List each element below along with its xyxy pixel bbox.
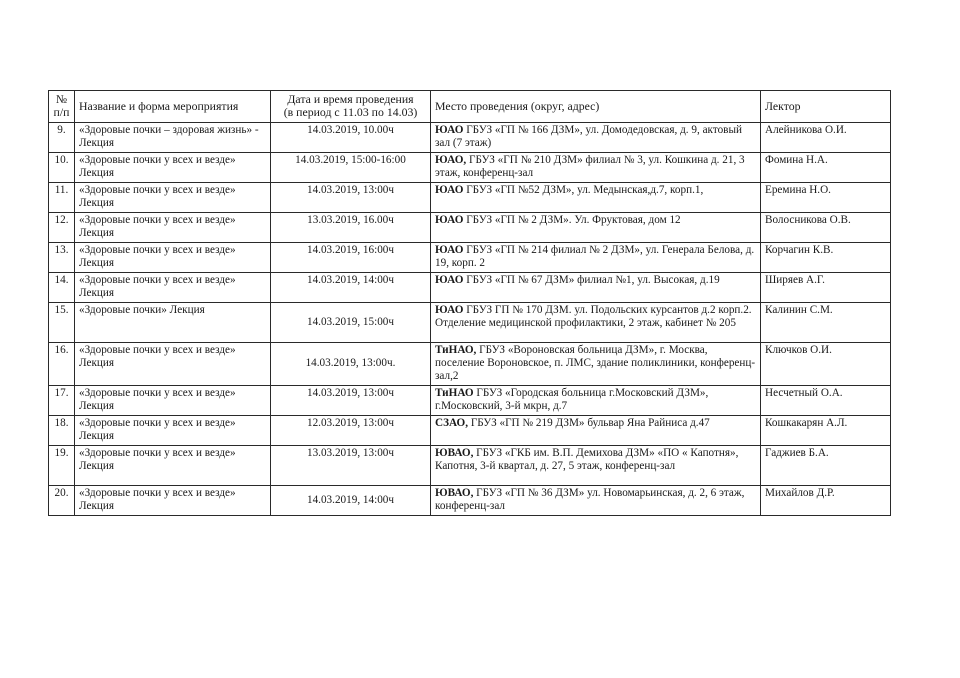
event-address: ГБУЗ «ГП № 36 ДЗМ» ул. Новомарьинская, д. 2, 6 этаж, конференц-зал bbox=[435, 487, 745, 512]
row-number: 19. bbox=[49, 446, 75, 486]
table-row bbox=[49, 243, 891, 273]
table-row bbox=[49, 446, 891, 486]
row-number: 18. bbox=[49, 416, 75, 446]
event-place bbox=[431, 386, 761, 416]
event-place bbox=[431, 123, 761, 153]
event-address: ГБУЗ «ГКБ им. В.П. Демихова ДЗМ» «ПО « Капотня», Капотня, 3-й квартал, д. 27, 5 этаж, конференц-зал bbox=[435, 447, 739, 472]
table-row bbox=[49, 183, 891, 213]
event-lecturer: Фомина Н.А. bbox=[761, 153, 891, 183]
header-number bbox=[49, 91, 75, 123]
event-lecturer: Калинин С.М. bbox=[761, 303, 891, 343]
event-date: 14.03.2019, 13:00ч. bbox=[271, 343, 431, 386]
event-region: ЮВАО, bbox=[435, 487, 474, 499]
event-place bbox=[431, 213, 761, 243]
row-number: 14. bbox=[49, 273, 75, 303]
event-lecturer: Еремина Н.О. bbox=[761, 183, 891, 213]
event-date: 14.03.2019, 13:00ч bbox=[271, 183, 431, 213]
header-name: Название и форма мероприятия bbox=[75, 91, 271, 123]
event-name: «Здоровые почки – здоровая жизнь» - Лекция bbox=[75, 123, 271, 153]
row-number: 17. bbox=[49, 386, 75, 416]
table-row bbox=[49, 123, 891, 153]
row-number: 13. bbox=[49, 243, 75, 273]
event-place bbox=[431, 416, 761, 446]
event-address: ГБУЗ «ГП № 2 ДЗМ». Ул. Фруктовая, дом 12 bbox=[463, 214, 681, 226]
event-name: «Здоровые почки у всех и везде» Лекция bbox=[75, 386, 271, 416]
event-lecturer: Михайлов Д.Р. bbox=[761, 486, 891, 516]
event-place bbox=[431, 243, 761, 273]
event-date: 13.03.2019, 16.00ч bbox=[271, 213, 431, 243]
event-name: «Здоровые почки у всех и везде» Лекция bbox=[75, 416, 271, 446]
event-lecturer: Несчетный О.А. bbox=[761, 386, 891, 416]
event-place bbox=[431, 486, 761, 516]
event-place bbox=[431, 183, 761, 213]
event-place bbox=[431, 343, 761, 386]
table-row bbox=[49, 213, 891, 243]
row-number: 16. bbox=[49, 343, 75, 386]
event-date: 14.03.2019, 15:00ч bbox=[271, 303, 431, 343]
header-row bbox=[49, 91, 891, 123]
event-lecturer: Гаджиев Б.А. bbox=[761, 446, 891, 486]
event-address: ГБУЗ «Вороновская больница ДЗМ», г. Москва, поселение Вороновское, п. ЛМС, здание поликлиники, конференц-зал,2 bbox=[435, 344, 756, 382]
row-number: 10. bbox=[49, 153, 75, 183]
row-number: 11. bbox=[49, 183, 75, 213]
event-name: «Здоровые почки» Лекция bbox=[75, 303, 271, 343]
event-region: ЮАО, bbox=[435, 154, 467, 166]
event-address: ГБУЗ «ГП № 67 ДЗМ» филиал №1, ул. Высокая, д.19 bbox=[463, 274, 720, 286]
header-date-line1: Дата и время проведения bbox=[287, 92, 414, 106]
event-lecturer: Волосникова О.В. bbox=[761, 213, 891, 243]
event-lecturer: Корчагин К.В. bbox=[761, 243, 891, 273]
events-table bbox=[48, 90, 891, 516]
header-date bbox=[271, 91, 431, 123]
event-address: ГБУЗ ГП № 170 ДЗМ. ул. Подольских курсантов д.2 корп.2. Отделение медицинской профилактики, 2 этаж, кабинет № 205 bbox=[435, 304, 752, 329]
event-name: «Здоровые почки у всех и везде» Лекция bbox=[75, 183, 271, 213]
row-number: 20. bbox=[49, 486, 75, 516]
event-region: ЮАО bbox=[435, 244, 464, 256]
document-page bbox=[48, 90, 890, 516]
row-number: 15. bbox=[49, 303, 75, 343]
event-name: «Здоровые почки у всех и везде» Лекция bbox=[75, 213, 271, 243]
event-place bbox=[431, 446, 761, 486]
event-lecturer: Алейникова О.И. bbox=[761, 123, 891, 153]
event-address: ГБУЗ «ГП № 166 ДЗМ», ул. Домодедовская, д. 9, актовый зал (7 этаж) bbox=[435, 124, 742, 149]
event-lecturer: Ключков О.И. bbox=[761, 343, 891, 386]
header-place: Место проведения (округ, адрес) bbox=[431, 91, 761, 123]
event-region: ЮАО bbox=[435, 214, 464, 226]
row-number: 9. bbox=[49, 123, 75, 153]
event-address: ГБУЗ «Городская больница г.Московский ДЗМ», г.Московский, 3-й мкрн, д.7 bbox=[435, 387, 709, 412]
event-region: ТиНАО bbox=[435, 387, 474, 399]
table-row bbox=[49, 273, 891, 303]
event-name: «Здоровые почки у всех и везде» Лекция bbox=[75, 243, 271, 273]
event-name: «Здоровые почки у всех и везде» Лекция bbox=[75, 343, 271, 386]
event-name: «Здоровые почки у всех и везде» Лекция bbox=[75, 486, 271, 516]
table-row bbox=[49, 153, 891, 183]
event-region: ЮАО bbox=[435, 184, 464, 196]
event-date: 14.03.2019, 14:00ч bbox=[271, 273, 431, 303]
row-number: 12. bbox=[49, 213, 75, 243]
event-name: «Здоровые почки у всех и везде» Лекция bbox=[75, 273, 271, 303]
event-region: ЮАО bbox=[435, 274, 464, 286]
header-lecturer: Лектор bbox=[761, 91, 891, 123]
event-date: 13.03.2019, 13:00ч bbox=[271, 446, 431, 486]
event-region: ЮАО bbox=[435, 124, 464, 136]
event-name: «Здоровые почки у всех и везде» Лекция bbox=[75, 446, 271, 486]
event-address: ГБУЗ «ГП № 210 ДЗМ» филиал № 3, ул. Кошкина д. 21, 3 этаж, конференц-зал bbox=[435, 154, 745, 179]
event-date: 14.03.2019, 10.00ч bbox=[271, 123, 431, 153]
event-lecturer: Ширяев А.Г. bbox=[761, 273, 891, 303]
table-row bbox=[49, 416, 891, 446]
table-row bbox=[49, 343, 891, 386]
table-row bbox=[49, 386, 891, 416]
event-date: 14.03.2019, 15:00-16:00 bbox=[271, 153, 431, 183]
event-region: ЮАО bbox=[435, 304, 464, 316]
event-address: ГБУЗ «ГП №52 ДЗМ», ул. Медынская,д.7, корп.1, bbox=[463, 184, 704, 196]
event-region: ЮВАО, bbox=[435, 447, 474, 459]
header-number-line2: п/п bbox=[53, 105, 70, 119]
event-region: ТиНАО, bbox=[435, 344, 477, 356]
events-table-body bbox=[49, 123, 891, 516]
table-row bbox=[49, 303, 891, 343]
event-name: «Здоровые почки у всех и везде» Лекция bbox=[75, 153, 271, 183]
header-date-line2: (в период с 11.03 по 14.03) bbox=[283, 105, 418, 119]
event-address: ГБУЗ «ГП № 214 филиал № 2 ДЗМ», ул. Генерала Белова, д. 19, корп. 2 bbox=[435, 244, 755, 269]
table-row bbox=[49, 486, 891, 516]
header-number-line1: № bbox=[55, 92, 68, 106]
event-date: 14.03.2019, 16:00ч bbox=[271, 243, 431, 273]
event-region: СЗАО, bbox=[435, 417, 469, 429]
event-date: 14.03.2019, 14:00ч bbox=[271, 486, 431, 516]
event-place bbox=[431, 273, 761, 303]
event-date: 14.03.2019, 13:00ч bbox=[271, 386, 431, 416]
event-address: ГБУЗ «ГП № 219 ДЗМ» бульвар Яна Райниса д.47 bbox=[468, 417, 710, 429]
event-date: 12.03.2019, 13:00ч bbox=[271, 416, 431, 446]
event-lecturer: Кошкакарян А.Л. bbox=[761, 416, 891, 446]
event-place bbox=[431, 303, 761, 343]
event-place bbox=[431, 153, 761, 183]
